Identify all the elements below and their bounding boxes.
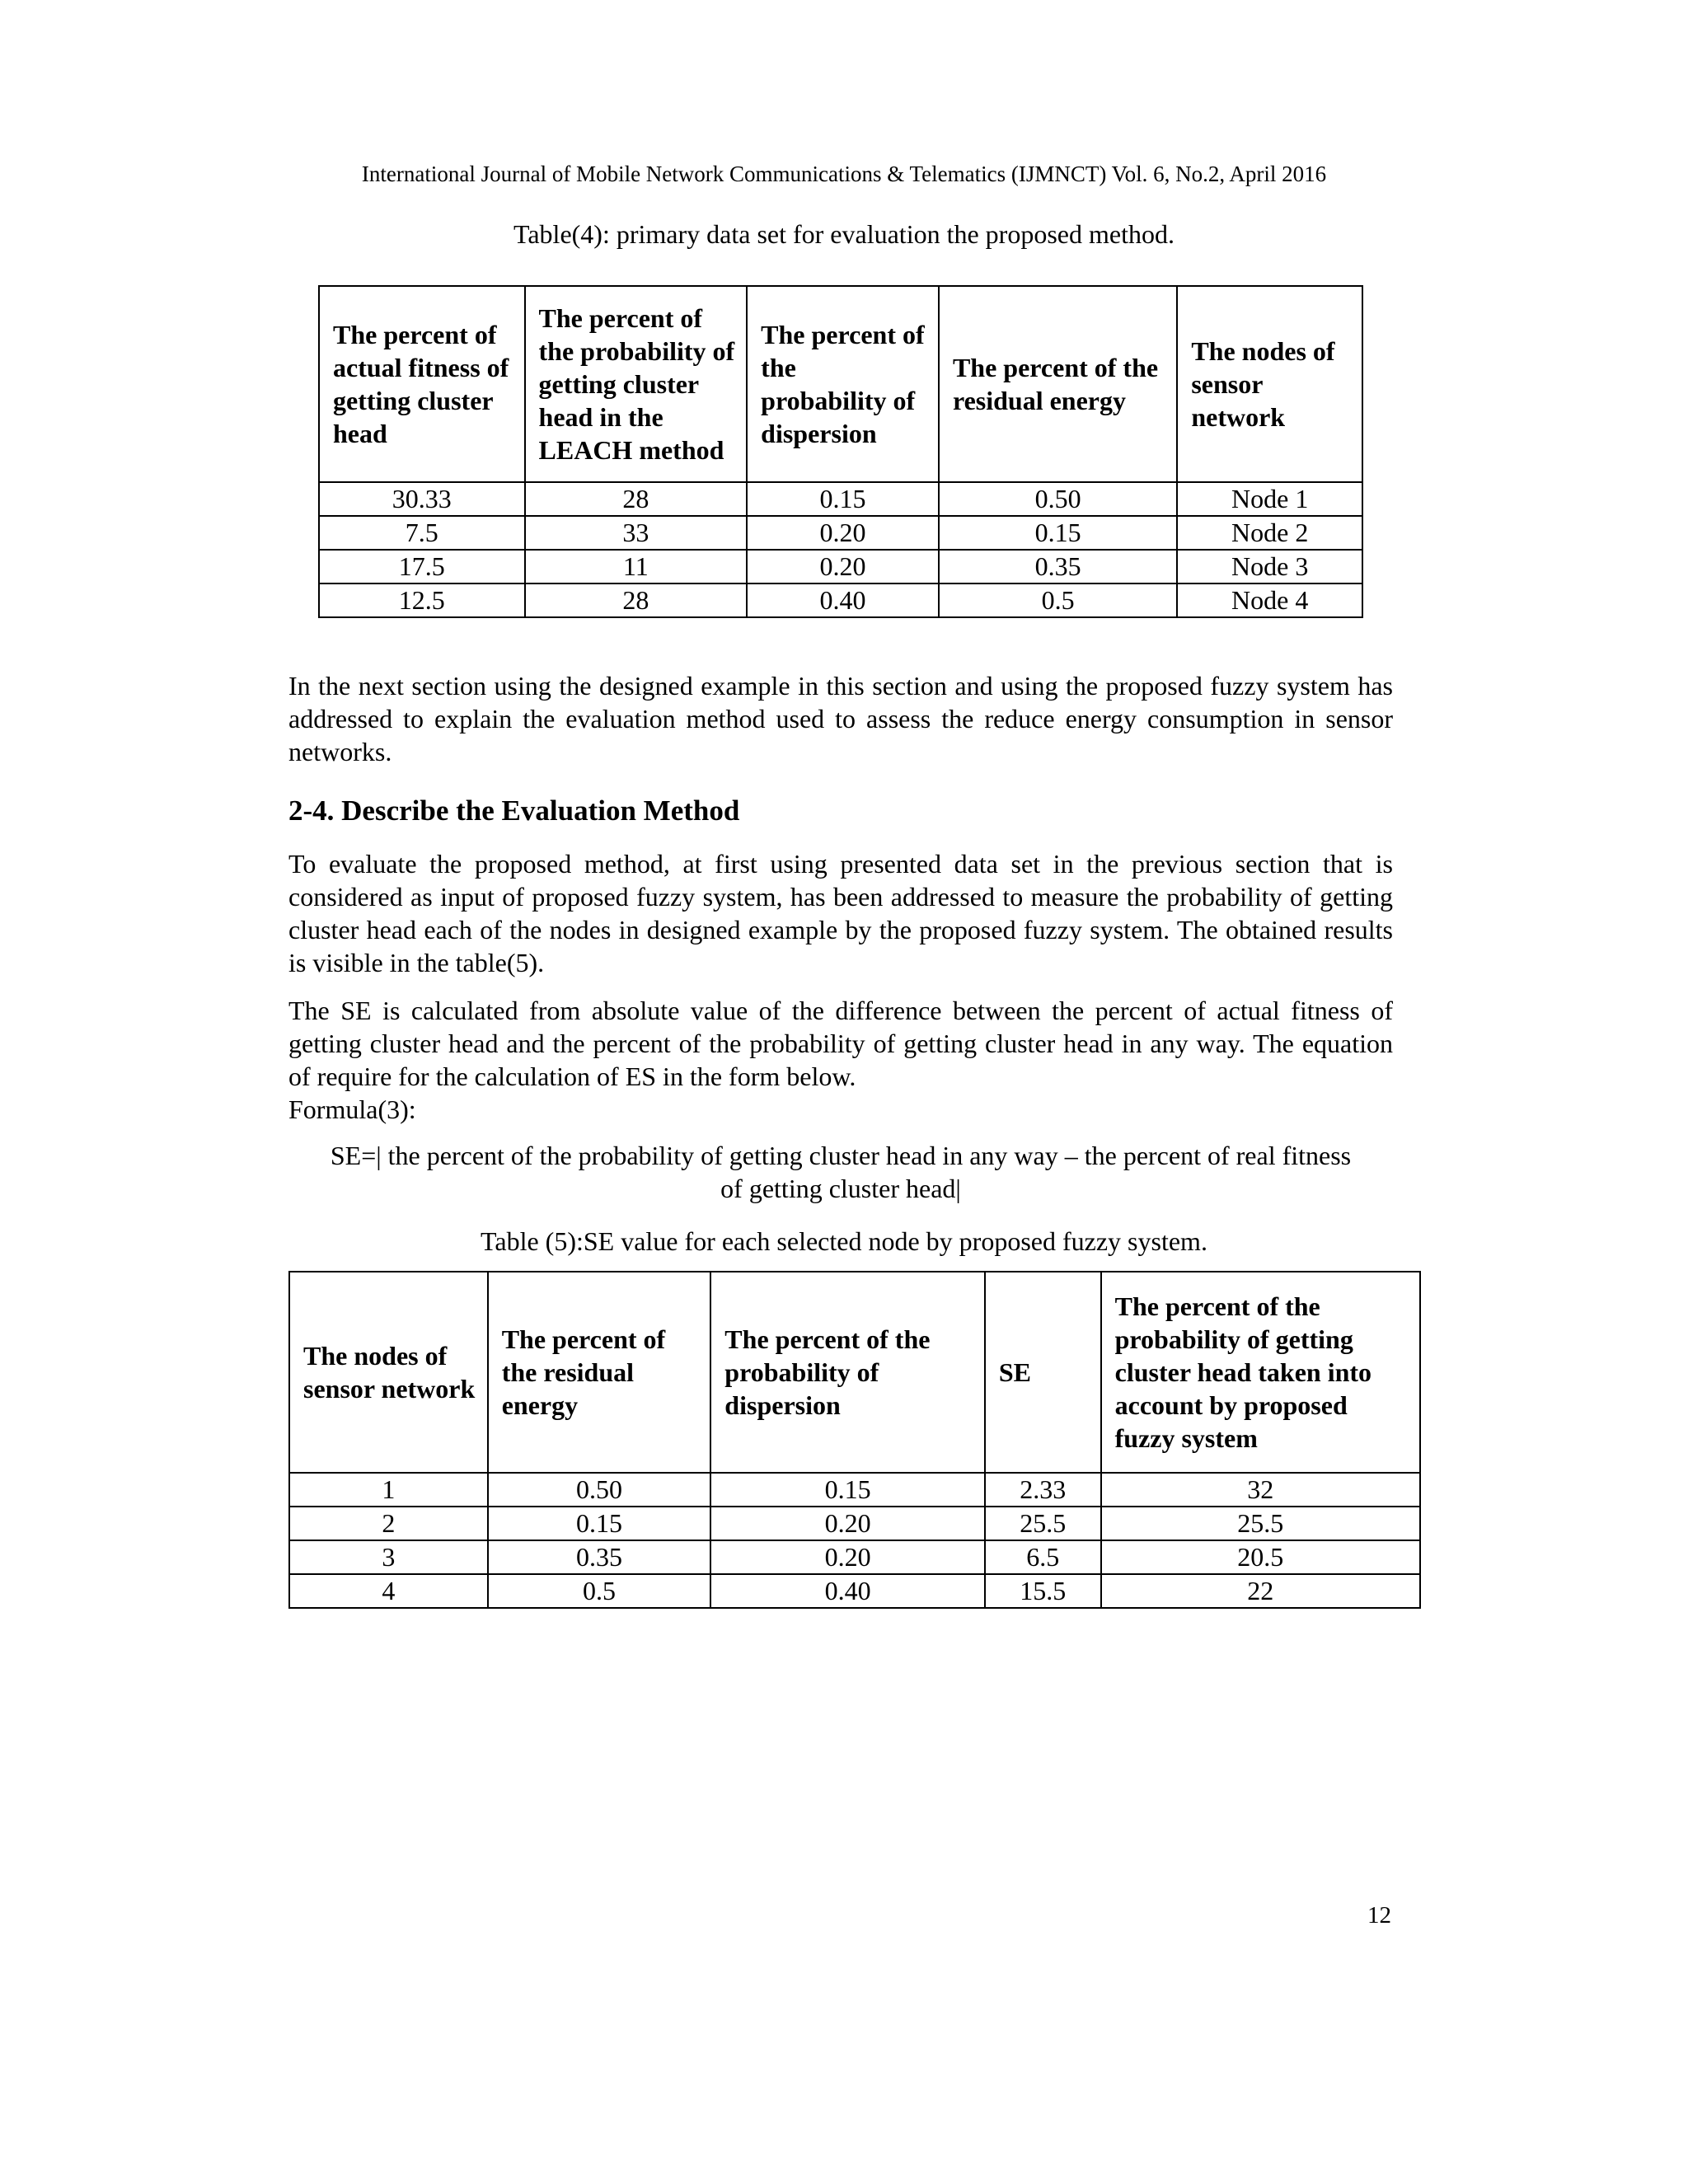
paragraph-next-section: In the next section using the designed example in this section and using the proposed fuzzy system has addressed to explain the evaluation method used to assess the reduce energy consumption in sensor networks. xyxy=(288,671,1393,766)
table-row xyxy=(319,516,1362,550)
table4-header-row xyxy=(319,286,1362,482)
formula-label: Formula(3): xyxy=(288,1094,416,1124)
table4-header-cell: The percent of the probability of dispersion xyxy=(747,286,939,482)
table5-caption: Table (5):SE value for each selected node by proposed fuzzy system. xyxy=(481,1226,1207,1256)
table-row xyxy=(319,550,1362,583)
table-cell: Node 2 xyxy=(1177,516,1362,550)
table-cell: 22 xyxy=(1101,1574,1420,1608)
table-cell: 28 xyxy=(525,583,748,617)
table-row xyxy=(319,482,1362,516)
section-heading: 2-4. Describe the Evaluation Method xyxy=(288,794,740,827)
table-cell: Node 3 xyxy=(1177,550,1362,583)
table-cell: 3 xyxy=(289,1540,488,1574)
table-cell: Node 4 xyxy=(1177,583,1362,617)
table-row xyxy=(289,1507,1420,1540)
table-cell: 12.5 xyxy=(319,583,525,617)
running-header: International Journal of Mobile Network Communications & Telematics (IJMNCT) Vol. 6, No.2, April 2016 xyxy=(361,162,1327,186)
table-row xyxy=(289,1473,1420,1507)
formula-line-2: of getting cluster head| xyxy=(720,1174,961,1203)
table-cell: 7.5 xyxy=(319,516,525,550)
table5-header-cell: The percent of the probability of getting cluster head taken into account by proposed fuzzy system xyxy=(1101,1272,1420,1473)
table-cell: 17.5 xyxy=(319,550,525,583)
table-cell: 0.20 xyxy=(747,550,939,583)
paragraph-se-definition: The SE is calculated from absolute value of the difference between the percent of actual fitness of getting cluster head and the percent of the probability of getting cluster head in any way. The equation of require for the calculation of ES in the form below. xyxy=(288,996,1393,1091)
table-cell: 0.15 xyxy=(939,516,1177,550)
table-cell: 4 xyxy=(289,1574,488,1608)
table-cell: 0.35 xyxy=(488,1540,711,1574)
table-cell: 25.5 xyxy=(1101,1507,1420,1540)
table-cell: 0.5 xyxy=(939,583,1177,617)
table5-header-row xyxy=(289,1272,1420,1473)
table-cell: 1 xyxy=(289,1473,488,1507)
table5-header-cell: The percent of the residual energy xyxy=(488,1272,711,1473)
table-cell: 0.15 xyxy=(747,482,939,516)
table-cell: 0.40 xyxy=(747,583,939,617)
table-cell: 0.50 xyxy=(488,1473,711,1507)
table-cell: 30.33 xyxy=(319,482,525,516)
table-cell: Node 1 xyxy=(1177,482,1362,516)
table-cell: 0.20 xyxy=(747,516,939,550)
table4 xyxy=(318,285,1363,618)
table-cell: 0.20 xyxy=(710,1540,985,1574)
table-cell: 28 xyxy=(525,482,748,516)
page-number: 12 xyxy=(1367,1902,1391,1929)
table-cell: 0.15 xyxy=(710,1473,985,1507)
table-cell: 0.50 xyxy=(939,482,1177,516)
table-cell: 2 xyxy=(289,1507,488,1540)
table5 xyxy=(288,1271,1421,1609)
table4-header-cell: The percent of actual fitness of getting cluster head xyxy=(319,286,525,482)
table-cell: 11 xyxy=(525,550,748,583)
table-cell: 15.5 xyxy=(985,1574,1101,1608)
table5-header-cell: SE xyxy=(985,1272,1101,1473)
table-cell: 0.35 xyxy=(939,550,1177,583)
table5-header-cell: The percent of the probability of dispersion xyxy=(710,1272,985,1473)
table-row xyxy=(289,1574,1420,1608)
table-cell: 0.5 xyxy=(488,1574,711,1608)
formula-line-1: SE=| the percent of the probability of getting cluster head in any way – the percent of real fitness xyxy=(330,1141,1352,1170)
table-cell: 0.20 xyxy=(710,1507,985,1540)
table4-header-cell: The nodes of sensor network xyxy=(1177,286,1362,482)
table4-header-cell: The percent of the probability of getting cluster head in the LEACH method xyxy=(525,286,748,482)
table-cell: 32 xyxy=(1101,1473,1420,1507)
table5-header-cell: The nodes of sensor network xyxy=(289,1272,488,1473)
table-row xyxy=(289,1540,1420,1574)
table4-caption: Table(4): primary data set for evaluation the proposed method. xyxy=(513,219,1175,249)
table-row xyxy=(319,583,1362,617)
table-cell: 25.5 xyxy=(985,1507,1101,1540)
table-cell: 0.40 xyxy=(710,1574,985,1608)
table-cell: 0.15 xyxy=(488,1507,711,1540)
paragraph-evaluate: To evaluate the proposed method, at first using presented data set in the previous section that is considered as input of proposed fuzzy system, has been addressed to measure the probability of getting cluster head each of the nodes in designed example by the proposed fuzzy system. The obtained results is visible in the table(5). xyxy=(288,849,1393,977)
table4-header-cell: The percent of the residual energy xyxy=(939,286,1177,482)
table-cell: 20.5 xyxy=(1101,1540,1420,1574)
table-cell: 6.5 xyxy=(985,1540,1101,1574)
table-cell: 33 xyxy=(525,516,748,550)
table-cell: 2.33 xyxy=(985,1473,1101,1507)
